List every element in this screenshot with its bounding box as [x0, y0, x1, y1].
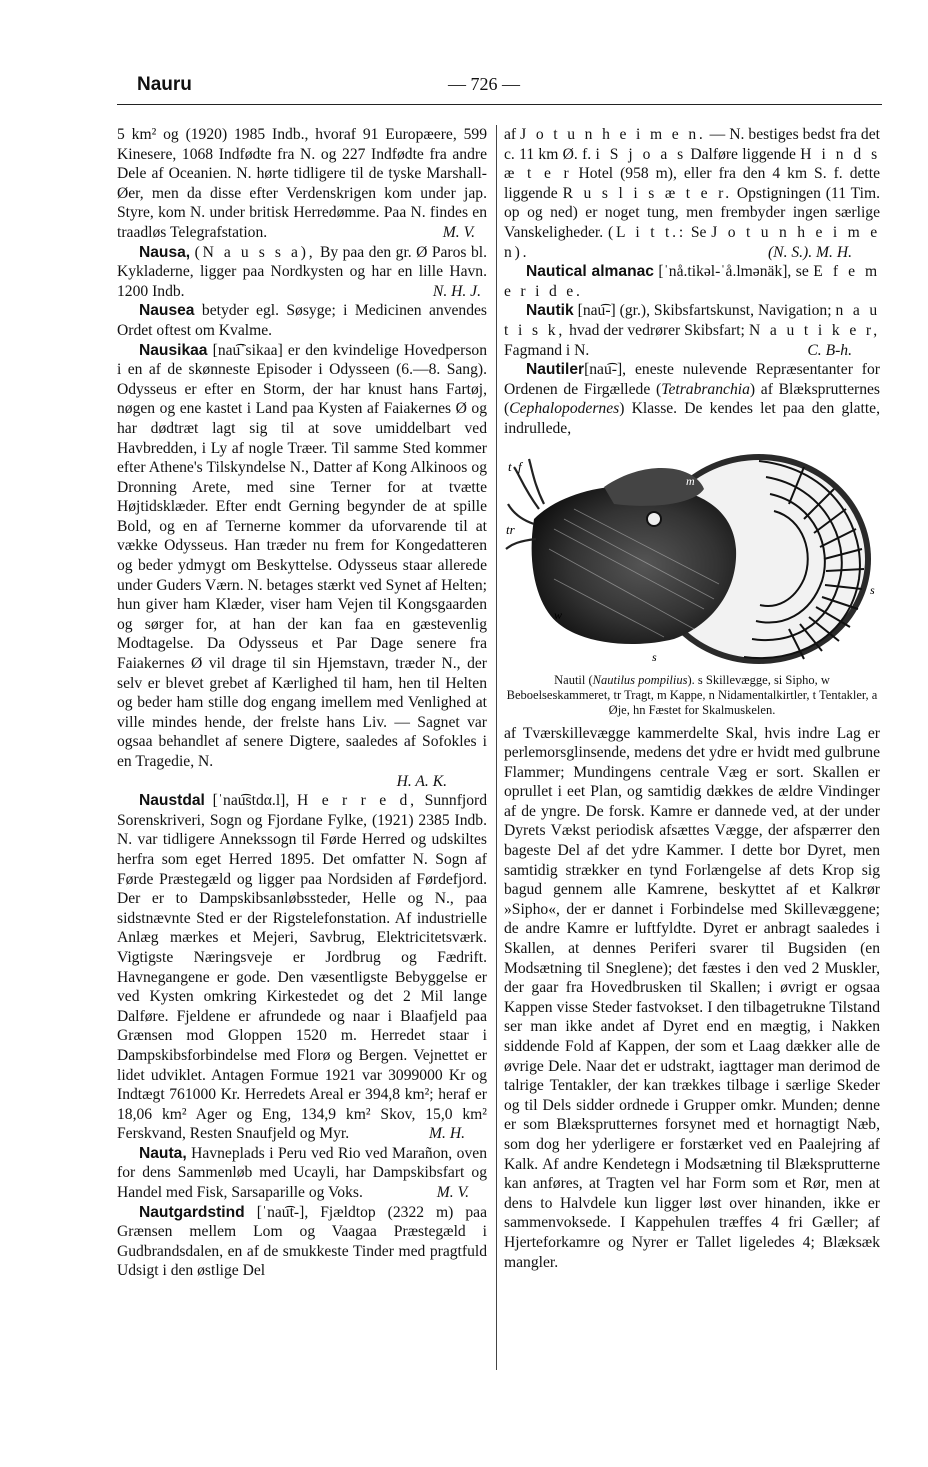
author-signature: N. H. J.: [432, 282, 481, 300]
entry-nautiler: [504, 360, 880, 438]
author-signature: C. B-h.: [807, 341, 852, 359]
entry-text: Sunnfjord Sorenskriveri, Sogn og Fjordane Fylke, (1921) 2385 Indb. N. var tidligere Annekssogn til Førde Herred og udskiltes herfra som eget Herred 1895. Det omfatter N. Sogn af Førde Præstegæld og ligger paa Nordsiden af Førdefjord. Der er to Dampskibsanløbssteder, Helle og N., paa sidstnævnte Sted er der Rigstelefonstation. Af industrielle Anlæg mærkes et Mejeri, Savbrug, Elektricitetsværk. Vigtigste Næringsveje er Jordbrug og Fædrift. Havnegangene er gode. Den væsentligste Bebyggelse er ved Kysten omkring Kirkestedet og det 2 Mil lange Dalføre. Fjeldene er afrundede og naar i Blaafjeld paa Grænsen mod Gloppen 1520 m. Herredet staar i Dampskibsforbindelse med Florø og Bergen. Vejnettet er lidet udviklet. Antagen Formue 1921 var 3099000 Kr og Indtægt 761000 Kr. Herredets Areal er 394,8 km²; heraf er 18,06 km² Ager og Eng, 134,9 km² Skov, 15,0 km² Ferskvand, Resten Snaufjeld og Myr.: [117, 792, 488, 1143]
author-signature: M. H.: [429, 1125, 465, 1143]
place-name: J o t u n h e i m e n.: [520, 126, 706, 143]
figure-label: m: [686, 473, 695, 488]
headword: Nautik: [526, 302, 574, 320]
eye: [647, 512, 661, 526]
column-divider: [496, 125, 497, 1370]
nautilus-illustration: [504, 449, 880, 669]
place-name: i S j o a s: [595, 145, 687, 163]
entry-text: — N. bestiges bedst fra det c. 11 km Ø. f.: [504, 126, 880, 163]
place-name: J o t u n h e i m e n).: [504, 223, 880, 261]
animal-body: [532, 485, 737, 644]
author-signature: (N. S.). M. H.: [767, 243, 852, 261]
caption-latin: Nautilus pompilius: [592, 672, 688, 687]
entry-nauru-continued: [117, 125, 487, 243]
entry-text: ) af Blæksprutternes (: [504, 380, 880, 418]
entry-text: Se: [690, 223, 707, 241]
entry-text: Dalføre liggende: [690, 145, 796, 163]
entry-text: [nau͡-], eneste nulevende Repræsentanter for Ordenen de Firgællede (: [504, 361, 880, 398]
nautilus-figure: [504, 449, 880, 718]
pronunciation: [ˈnau͡t-],: [256, 1203, 309, 1221]
entry-nauta: [117, 1144, 487, 1203]
entry-text: af Tværskillevægge kammerdelte Skal, hvis indre Lag er perlemorsglinsende, medens det ydre er hvidt med gulbrune Flammer; Mundingens centrale Væg er sort. Skallen er oprullet i eet Plan, og samtidig dækkes de ældre Vindinger af de yngre. De forsk. Kamre er dannede ved, at der under Dyrets Vækst periodisk afsættes Vægge, der afspærrer den bageste Del af det ydre Kammer. I dette bor Dyret, men samtidig strækker en tynd Forlængelse af dets Krop sig bagud gennem alle Kamrene, beskyttet af et Kalkrør »Sipho«, der er dannet i Forbindelse med Skillevæggene; de andre Kamre er luftfyldte. Dyret er anbragt saaledes i Skallen, at dennes Periferi svarer til Bugsiden (en Modsætning til Sneglene); det fæstes i den ved 2 Muskler, der gaar fra Hovedbrusken til Skallen; i øvrigt er ogsaa Kappen visse Steder fastvokset. I den tilbagetrukne Tilstand ser man ikke andet af Dyret end en mægtig, i Nakken siddende Fold af Kappen, der som et Laag dækker alle de øvrige Dele. Naar det er udstrakt, iagttager man derimod de talrige Tentakler, der kan trækkes tilbage i særlige Skeder og til Dels sidder ordnede i Grupper omkr. Munden; denne er som Blæksprutternes forsynet med et hornagtigt Næb, som dog her yderligere er forstærket ved en Paalejring af Kalk. Af andre Kendetegn i Modsætning til Blæksprutterne kan anføres, at Tragten vel har Form som et Rør, men at dens to Halvdele kun ligger løst over hinanden, ikke er sammenvoksede. I Kappehulen træffes 4 fri Gæller; af Hjerteforkamre og Nyrer er Tallet ligeledes 4; Blæksæk mangler.: [504, 724, 880, 1271]
entry-nausa: [117, 243, 487, 302]
entry-text: betyder egl. Søsyge; i Medicinen anvendes Ordet oftest om Kvalme.: [117, 302, 487, 339]
headword: Nautiler: [526, 361, 585, 379]
headword: Nausa,: [139, 243, 191, 261]
page-number: — 726 —: [448, 74, 520, 94]
derived-term: N a u t i k e r,: [748, 321, 880, 339]
left-column: [117, 125, 487, 1281]
herred-label: H e r r e d,: [297, 792, 417, 810]
entry-text: Fagmand i N.: [504, 341, 590, 359]
place-name: R u s l i s æ t e r.: [562, 184, 732, 202]
caption-text: ). s Skillevægge, si Sipho, w Beboelseskammeret, tr Tragt, m Kappe, n Nidamentalkirtler, t Tentakler, a Øje, hn Fæstet for Skalmuskelen.: [506, 672, 878, 717]
headword: Nauta,: [139, 1144, 187, 1162]
entry-text: Fjældtop (2322 m) paa Grænsen mellem Lom og Vaagaa Præstegæld i Gudbrandsdalen, en af de smukkeste Tinder med pragtfuld Udsigt i den østlige Del: [117, 1203, 488, 1280]
entry-text: [nau͡ˈsikaa] er den kvindelige Hovedperson i en af de skønneste Episoder i Odysseen (6.—8. Sang). Odysseus er efter en Storm, der har knust hans Fartøj, nøgen og ene kastet i Land paa Kysten af Faiakernes Ø og har dødtræt lagt sig til at sove umiddelbart ved Havbredden, i Ly af nogle Træer. Til samme Sted kommer efter Athene's Tilskyndelse N., Datter af Kong Alkinoos og Dronning Arete, med sine Terner for at tvætte Højtidsklæder. Efter endt Gerning begynder de at spille Bold, og en af Ternerne kommer da uforvarende til at vække Odysseus. Han træder nu frem for Kongedatteren og beder ydmygt om Beskyttelse. Odysseus staar allerede under Guders Værn. N. betages stærkt ved Synet af Helten; hun giver ham Klæder, viser ham Vejen til Kongsgaarden og sørger for, at han der kan faa en gæstevenlig Modtagelse. Da Odysseus et Par Dage senere fra Faiakernes Ø vil drage til sin Hjemstavn, træder N., der selv er blevet grebet af Kærlighed til ham, hen til Helten og beder ham stille dog engang imellem med Venlighed at ville mindes hende, der frelste hans Liv. — Sagnet var ogsaa behandlet af senere Digtere, saaledes af Sofokles i en Tragedie, N.: [117, 341, 487, 770]
figure-label: tr: [506, 521, 515, 537]
entry-text: ) Klasse. De kendes let paa den glatte, indrullede,: [504, 400, 880, 437]
entry-text: [nau͡-] (gr.), Skibsfartskunst, Navigation;: [577, 302, 832, 320]
figure-label: w: [554, 607, 563, 622]
alt-name: (N a u s s a),: [194, 243, 316, 261]
derived-term: n a u t i s k,: [504, 302, 880, 339]
entry-text: af: [504, 126, 517, 143]
entry-nautgardstind-continued: [504, 125, 880, 262]
right-column: [504, 125, 880, 1272]
entry-text: Opstigningen (11 Tim. op og ned) er noget tung, men frembyder ingen særlige Vanskeligheder.: [504, 184, 880, 241]
figure-label: s: [652, 649, 657, 664]
entry-text: 5 km² og (1920) 1985 Indb., hvoraf 91 Europæere, 599 Kinesere, 1068 Indfødte fra N. og 227 Indfødte fra andre Dele af Oceanien. N. hørte tidligere til de tyske Marshall-Øer, men da disse efter Verdenskrigen kom under jap. Styre, kom N. under britisk Herredømme. Paa N. findes en traadløs Telegrafstation.: [117, 126, 487, 241]
latin-term: Cephalopodernes: [509, 400, 620, 418]
entry-nausea: [117, 301, 487, 340]
entry-nautgardstind: [117, 1203, 487, 1281]
entry-nautical-almanac: [504, 262, 880, 301]
running-head: Nauru: [137, 74, 192, 95]
entry-nautiler-continued: [504, 724, 880, 1273]
entry-text: hvad der vedrører Skibsfart;: [569, 321, 745, 339]
figure-label: s: [870, 582, 875, 597]
latin-term: Tetrabranchia: [661, 380, 750, 398]
headword: Nausikaa: [139, 341, 208, 359]
figure-label: f: [518, 458, 522, 474]
author-signature: H. A. K.: [396, 772, 447, 790]
author-signature: M. V.: [436, 1184, 469, 1202]
headword: Nautgardstind: [139, 1203, 245, 1221]
figure-label: t: [508, 458, 512, 474]
caption-text: Nautil (: [554, 672, 593, 687]
entry-naustdal: [117, 791, 487, 1144]
headword: Naustdal: [139, 792, 205, 810]
entry-nautik: [504, 301, 880, 360]
pronunciation: [ˈnå.tikəl-ˈå.lmənäk], se: [658, 263, 809, 281]
pronunciation: [ˈnau͡stdα.l],: [212, 792, 290, 810]
header-rule: [117, 104, 882, 105]
cross-reference: E f e m e r i d e.: [504, 263, 880, 300]
entry-text: By paa den gr. Ø Paros bl. Kykladerne, ligger paa Nordkysten og har en lille Havn. 1200 Indb.: [117, 243, 487, 300]
entry-text: Hotel (958 m), eller fra den 4 km S. f. dette liggende: [504, 165, 880, 202]
entry-text: Havneplads i Peru ved Rio ved Marañon, oven for dens Sammenløb med Ucayli, har Dampskibsfart og Handel med Fisk, Sarsaparille og Voks.: [117, 1144, 487, 1202]
entry-nausikaa: [117, 341, 487, 792]
author-signature: M. V.: [442, 223, 475, 241]
literature-label: (L i t t.:: [608, 223, 686, 241]
place-name: H i n d s æ t e r: [504, 145, 881, 183]
figure-caption: [504, 673, 880, 718]
headword: Nausea: [139, 302, 195, 320]
headword: Nautical almanac: [526, 263, 654, 281]
